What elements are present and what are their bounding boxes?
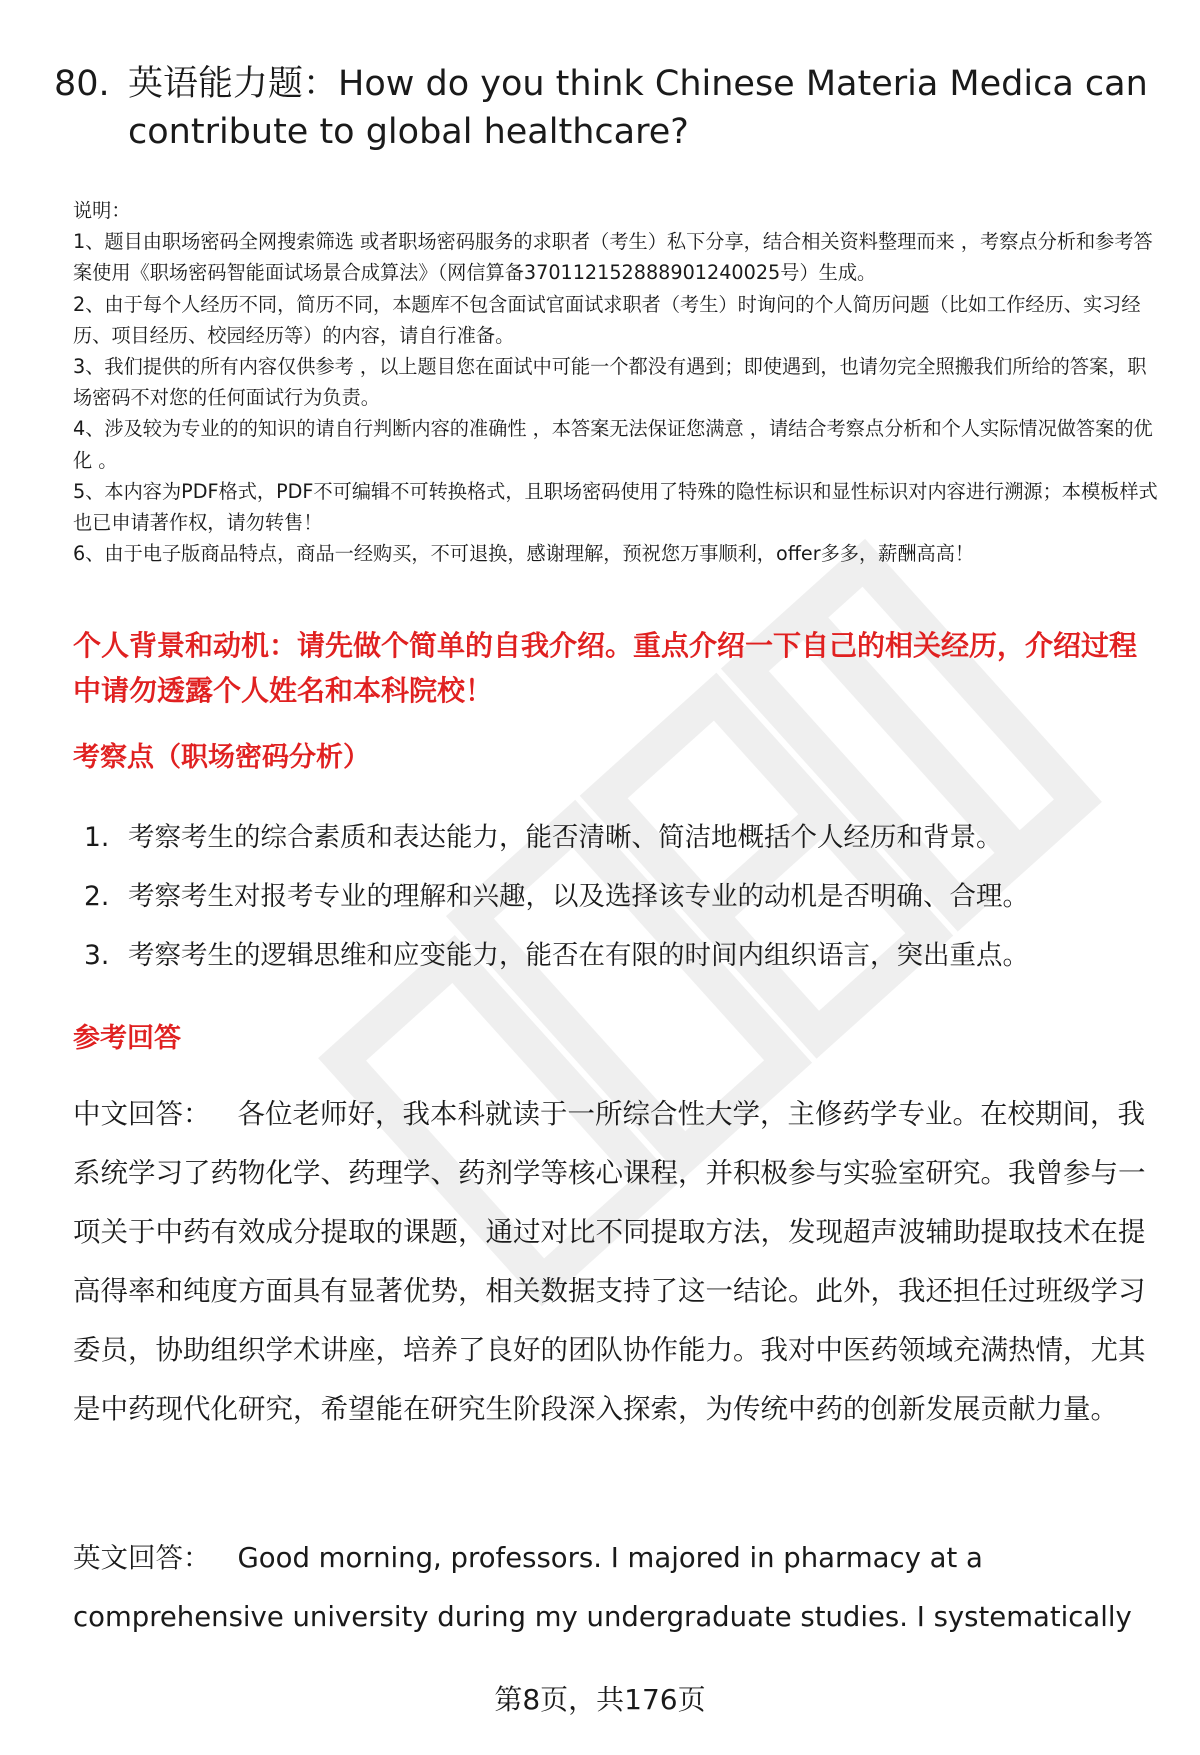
note-item: 5、本内容为PDF格式，PDF不可编辑不可转换格式，且职场密码使用了特殊的隐性标识和显性标识对内容进行溯源；本模板样式也已申请著作权，请勿转售！ — [73, 479, 1158, 535]
question-number: 80. — [54, 64, 110, 104]
english-answer — [73, 1529, 1163, 1647]
point-number: 2. — [84, 881, 110, 912]
point-number: 3. — [84, 940, 110, 971]
kaocha-points — [84, 818, 1174, 995]
kaocha-point — [84, 818, 1174, 877]
point-text: 考察考生的综合素质和表达能力，能否清晰、简洁地概括个人经历和背景。 — [128, 822, 1003, 853]
note-item: 2、由于每个人经历不同，简历不同，本题库不包含面试官面试求职者（考生）时询问的个人简历问题（比如工作经历、实习经历、项目经历、校园经历等）的内容，请自行准备。 — [73, 292, 1141, 347]
note-item: 4、涉及较为专业的的知识的请自行判断内容的准确性 ，本答案无法保证您满意 ，请结合考察点分析和个人实际情况做答案的优化 。 — [73, 417, 1153, 472]
kaocha-point — [84, 877, 1174, 936]
point-text: 考察考生的逻辑思维和应变能力，能否在有限的时间内组织语言，突出重点。 — [128, 940, 1029, 971]
background-heading: 个人背景和动机：请先做个简单的自我介绍。重点介绍一下自己的相关经历，介绍过程中请勿透露个人姓名和本科院校！ — [73, 629, 1138, 707]
note-item: 6、由于电子版商品特点，商品一经购买，不可退换，感谢理解，预祝您万事顺利，offer多多，薪酬高高！ — [73, 542, 975, 566]
english-answer-label: 英文回答： — [73, 1542, 211, 1574]
chinese-answer — [73, 1085, 1163, 1439]
kaocha-heading: 考察点（职场密码分析） — [73, 742, 370, 773]
note-item: 1、题目由职场密码全网搜索筛选 或者职场密码服务的求职者（考生）私下分享，结合相关资料整理而来 ，考察点分析和参考答案使用《职场密码智能面试场景合成算法》（网信算备370112152888901240025号）生成。 — [73, 230, 1153, 285]
question-title — [54, 60, 1164, 156]
notes-section — [73, 195, 1163, 569]
page-footer: 第8页，共176页 — [494, 1683, 706, 1716]
question-text: 英语能力题：How do you think Chinese Materia Medica can contribute to global healthcare? — [128, 64, 1148, 152]
chinese-answer-label: 中文回答： — [73, 1098, 211, 1130]
english-answer-text: Good morning, professors. I majored in pharmacy at a comprehensive university during my undergraduate studies. I systematically — [73, 1542, 1132, 1633]
reference-heading: 参考回答 — [73, 1023, 181, 1054]
point-text: 考察考生对报考专业的理解和兴趣，以及选择该专业的动机是否明确、合理。 — [128, 881, 1029, 912]
chinese-answer-text: 各位老师好，我本科就读于一所综合性大学，主修药学专业。在校期间，我系统学习了药物化学、药理学、药剂学等核心课程，并积极参与实验室研究。我曾参与一项关于中药有效成分提取的课题，通过对比不同提取方法，发现超声波辅助提取技术在提高得率和纯度方面具有显著优势，相关数据支持了这一结论。此外，我还担任过班级学习委员，协助组织学术讲座，培养了良好的团队协作能力。我对中医药领域充满热情，尤其是中药现代化研究，希望能在研究生阶段深入探索，为传统中药的创新发展贡献力量。 — [73, 1098, 1146, 1425]
kaocha-point — [84, 936, 1174, 995]
note-item: 3、我们提供的所有内容仅供参考 ，以上题目您在面试中可能一个都没有遇到；即使遇到，也请勿完全照搬我们所给的答案，职场密码不对您的任何面试行为负责。 — [73, 355, 1147, 410]
notes-title: 说明： — [73, 199, 131, 222]
point-number: 1. — [84, 822, 110, 853]
